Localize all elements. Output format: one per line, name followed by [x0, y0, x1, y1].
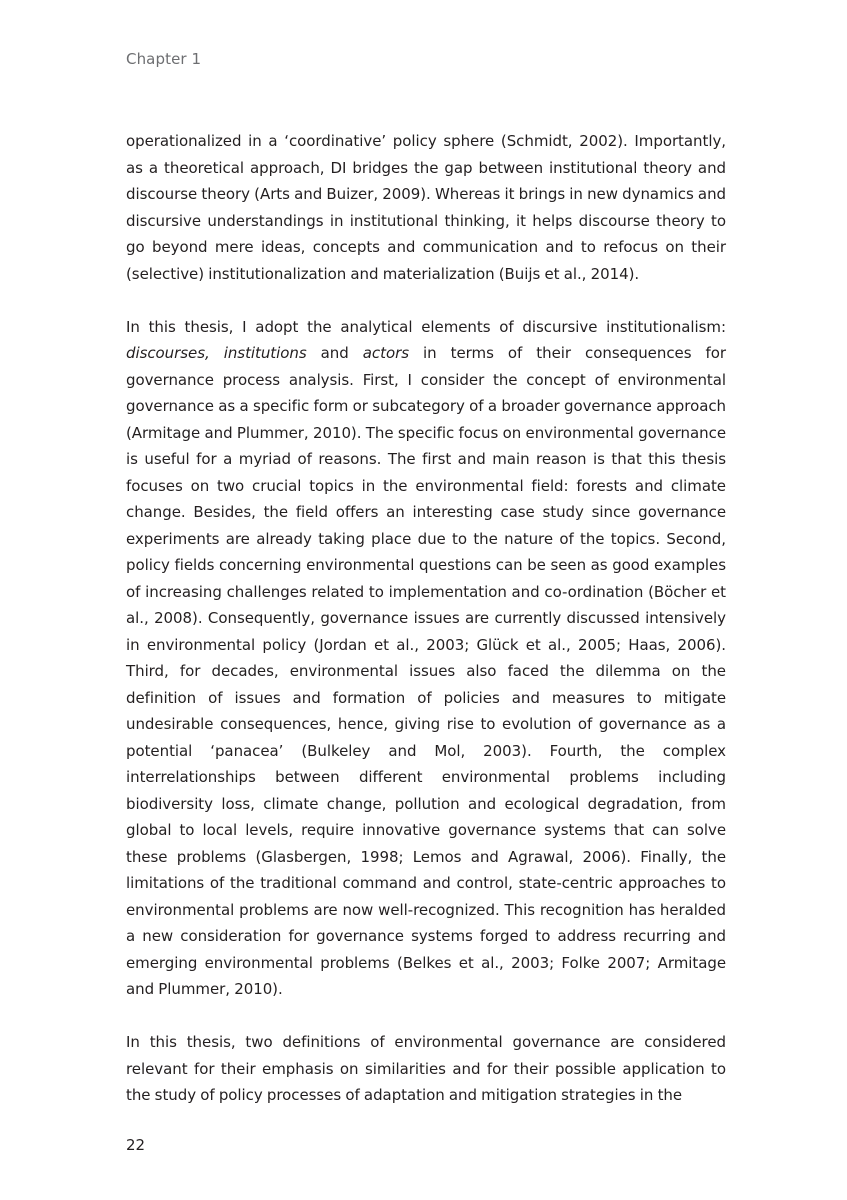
paragraph-2-italic-actors: actors — [362, 344, 409, 362]
paragraph-3: In this thesis, two definitions of environmental governance are considered relevant for their emphasis on similarities and for their possible application to the study of policy processes of adaptation and mitigation strategies in the — [126, 1033, 726, 1104]
body-text — [126, 128, 726, 1135]
paragraph-2-join: and — [306, 344, 363, 362]
paragraph-2-rest: in terms of their consequences for governance process analysis. First, I consider the concept of environmental governance as a specific form or subcategory of a broader governance approach (Armitage and Plummer, 2010). The specific focus on environmental governance is useful for a myriad of reasons. The first and main reason is that this thesis focuses on two crucial topics in the environmental field: forests and climate change. Besides, the field offers an interesting case study since governance experiments are already taking place due to the nature of the topics. Second, policy fields concerning environmental questions can be seen as good examples of increasing challenges related to implementation and co-ordination (Böcher et al., 2008). Consequently, governance issues are currently discussed intensively in environmental policy (Jordan et al., 2003; Glück et al., 2005; Haas, 2006). Third, for decades, environmental issues also faced the dilemma on the definition of issues and formation of policies and measures to mitigate undesirable consequences, hence, giving rise to evolution of governance as a potential ‘panacea’ (Bulkeley and Mol, 2003). Fourth, the complex interrelationships between different environmental problems including biodiversity loss, climate change, pollution and ecological degradation, from global to local levels, require innovative governance systems that can solve these problems (Glasbergen, 1998; Lemos and Agrawal, 2006). Finally, the limitations of the traditional command and control, state-centric approaches to environmental problems are now well-recognized. This recognition has heralded a new consideration for governance systems forged to address recurring and emerging environmental problems (Belkes et al., 2003; Folke 2007; Armitage and Plummer, 2010). — [126, 344, 726, 998]
paragraph-2 — [126, 314, 726, 1003]
running-head: Chapter 1 — [126, 50, 202, 68]
paragraph-2-italic-terms: discourses, institutions — [126, 344, 307, 362]
paragraph-2-lead: In this thesis, I adopt the analytical elements of discursive institutionalism: — [126, 317, 726, 336]
paragraph-1: operationalized in a ‘coordinative’ policy sphere (Schmidt, 2002). Importantly, as a theoretical approach, DI bridges the gap between institutional theory and discourse theory (Arts and Buizer, 2009). Whereas it brings in new dynamics and discursive understandings in institutional thinking, it helps discourse theory to go beyond mere ideas, concepts and communication and to refocus on their (selective) institutionalization and materialization (Buijs et al., 2014). — [126, 132, 726, 283]
page-number: 22 — [126, 1136, 146, 1154]
